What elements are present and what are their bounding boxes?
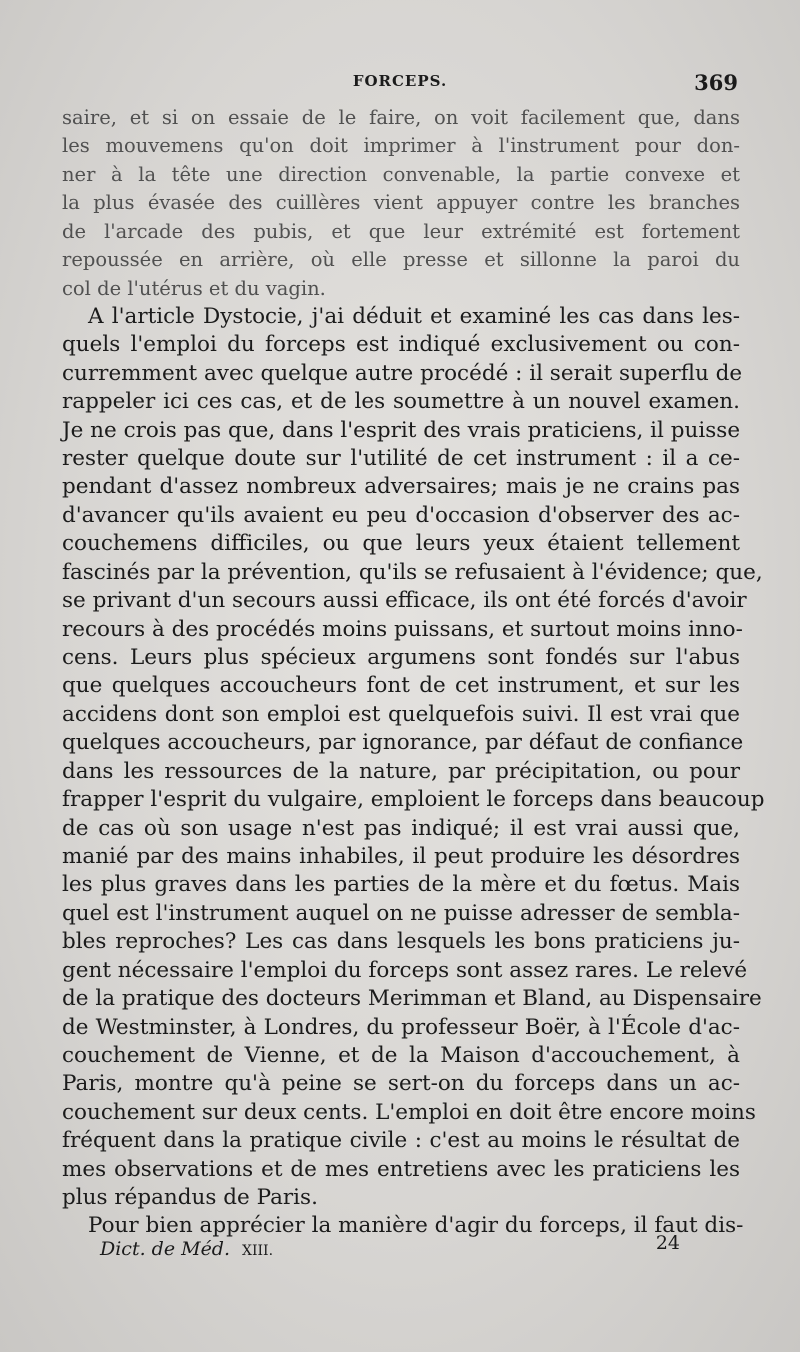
body-text	[62, 104, 765, 1241]
text-line: que quelques accoucheurs font de cet instrument, et sur les	[62, 673, 740, 699]
text-line: recours à des procédés moins puissans, et surtout moins inno-	[62, 616, 743, 642]
running-title: FORCEPS.	[352, 72, 448, 90]
text-line: de cas où son usage n'est pas indiqué; il est vrai aussi que,	[62, 815, 740, 841]
text-line: manié par des mains inhabiles, il peut produire les désordres	[62, 843, 740, 869]
text-line: saire, et si on essaie de le faire, on voit facilement que, dans	[62, 106, 740, 129]
text-line: mes observations et de mes entretiens avec les praticiens les	[62, 1156, 740, 1182]
text-line: couchement sur deux cents. L'emploi en doit être encore moins	[62, 1099, 756, 1125]
text-line: Pour bien apprécier la manière d'agir du forceps, il faut dis-	[88, 1213, 744, 1239]
text-line: les plus graves dans les parties de la mère et du fœtus. Mais	[62, 872, 740, 898]
text-line: quelques accoucheurs, par ignorance, par défaut de confiance	[62, 730, 744, 756]
text-line: A l'article Dystocie, j'ai déduit et examiné les cas dans les-	[88, 303, 740, 329]
text-line: gent nécessaire l'emploi du forceps sont assez rares. Le relevé	[62, 957, 748, 983]
text-line: quels l'emploi du forceps est indiqué exclusivement ou con-	[62, 332, 740, 358]
footer-title-block	[100, 1238, 273, 1260]
text-line: de la pratique des docteurs Merimman et Bland, au Dispensaire	[62, 986, 762, 1012]
text-line: repoussée en arrière, où elle presse et sillonne la paroi du	[62, 248, 740, 272]
text-line: fréquent dans la pratique civile : c'est au moins le résultat de	[62, 1128, 740, 1154]
page-number: 369	[694, 70, 738, 95]
text-line: couchemens difficiles, ou que leurs yeux étaient tellement	[62, 531, 740, 557]
text-line: Je ne crois pas que, dans l'esprit des vrais praticiens, il puisse	[62, 417, 741, 443]
footer-volume: XIII.	[242, 1243, 274, 1259]
text-line: rappeler ici ces cas, et de les soumettre à un nouvel examen.	[62, 389, 740, 415]
text-line: d'avancer qu'ils avaient eu peu d'occasion d'observer des ac-	[62, 502, 740, 528]
text-line: fascinés par la prévention, qu'ils se refusaient à l'évidence; que,	[62, 559, 763, 585]
page-header	[62, 72, 738, 102]
text-line: la plus évasée des cuillères vient appuyer contre les branches	[62, 191, 740, 215]
text-line: quel est l'instrument auquel on ne puisse adresser de sembla-	[62, 900, 740, 926]
text-line: accidens dont son emploi est quelquefois suivi. Il est vrai que	[62, 701, 740, 727]
text-line: bles reproches? Les cas dans lesquels les bons praticiens ju-	[62, 929, 740, 955]
text-line: de l'arcade des pubis, et que leur extrémité est fortement	[62, 219, 740, 243]
text-line: cens. Leurs plus spécieux argumens sont fondés sur l'abus	[62, 645, 740, 671]
text-line: rester quelque doute sur l'utilité de cet instrument : il a ce-	[62, 446, 740, 472]
text-line: Paris, montre qu'à peine se sert-on du forceps dans un ac-	[62, 1071, 740, 1097]
text-line: col de l'utérus et du vagin.	[62, 276, 326, 300]
text-line: couchement de Vienne, et de la Maison d'accouchement, à	[62, 1042, 740, 1068]
text-line: pendant d'assez nombreux adversaires; mais je ne crains pas	[62, 474, 740, 500]
text-line: plus répandus de Paris.	[62, 1185, 318, 1211]
text-line: ner à la tête une direction convenable, la partie convexe et	[62, 162, 740, 186]
text-line: se privant d'un secours aussi efficace, ils ont été forcés d'avoir	[62, 588, 747, 614]
footer-title: Dict. de Méd.	[100, 1238, 231, 1260]
text-line: dans les ressources de la nature, par précipitation, ou pour	[62, 758, 740, 784]
signature-mark: 24	[655, 1232, 680, 1254]
text-line: de Westminster, à Londres, du professeur Boër, à l'École d'ac-	[62, 1014, 740, 1040]
text-line: frapper l'esprit du vulgaire, emploient le forceps dans beaucoup	[62, 787, 765, 813]
page-footer	[62, 1232, 738, 1268]
text-line: les mouvemens qu'on doit imprimer à l'instrument pour don-	[62, 134, 740, 158]
text-line: curremment avec quelque autre procédé : il serait superflu de	[62, 360, 743, 386]
